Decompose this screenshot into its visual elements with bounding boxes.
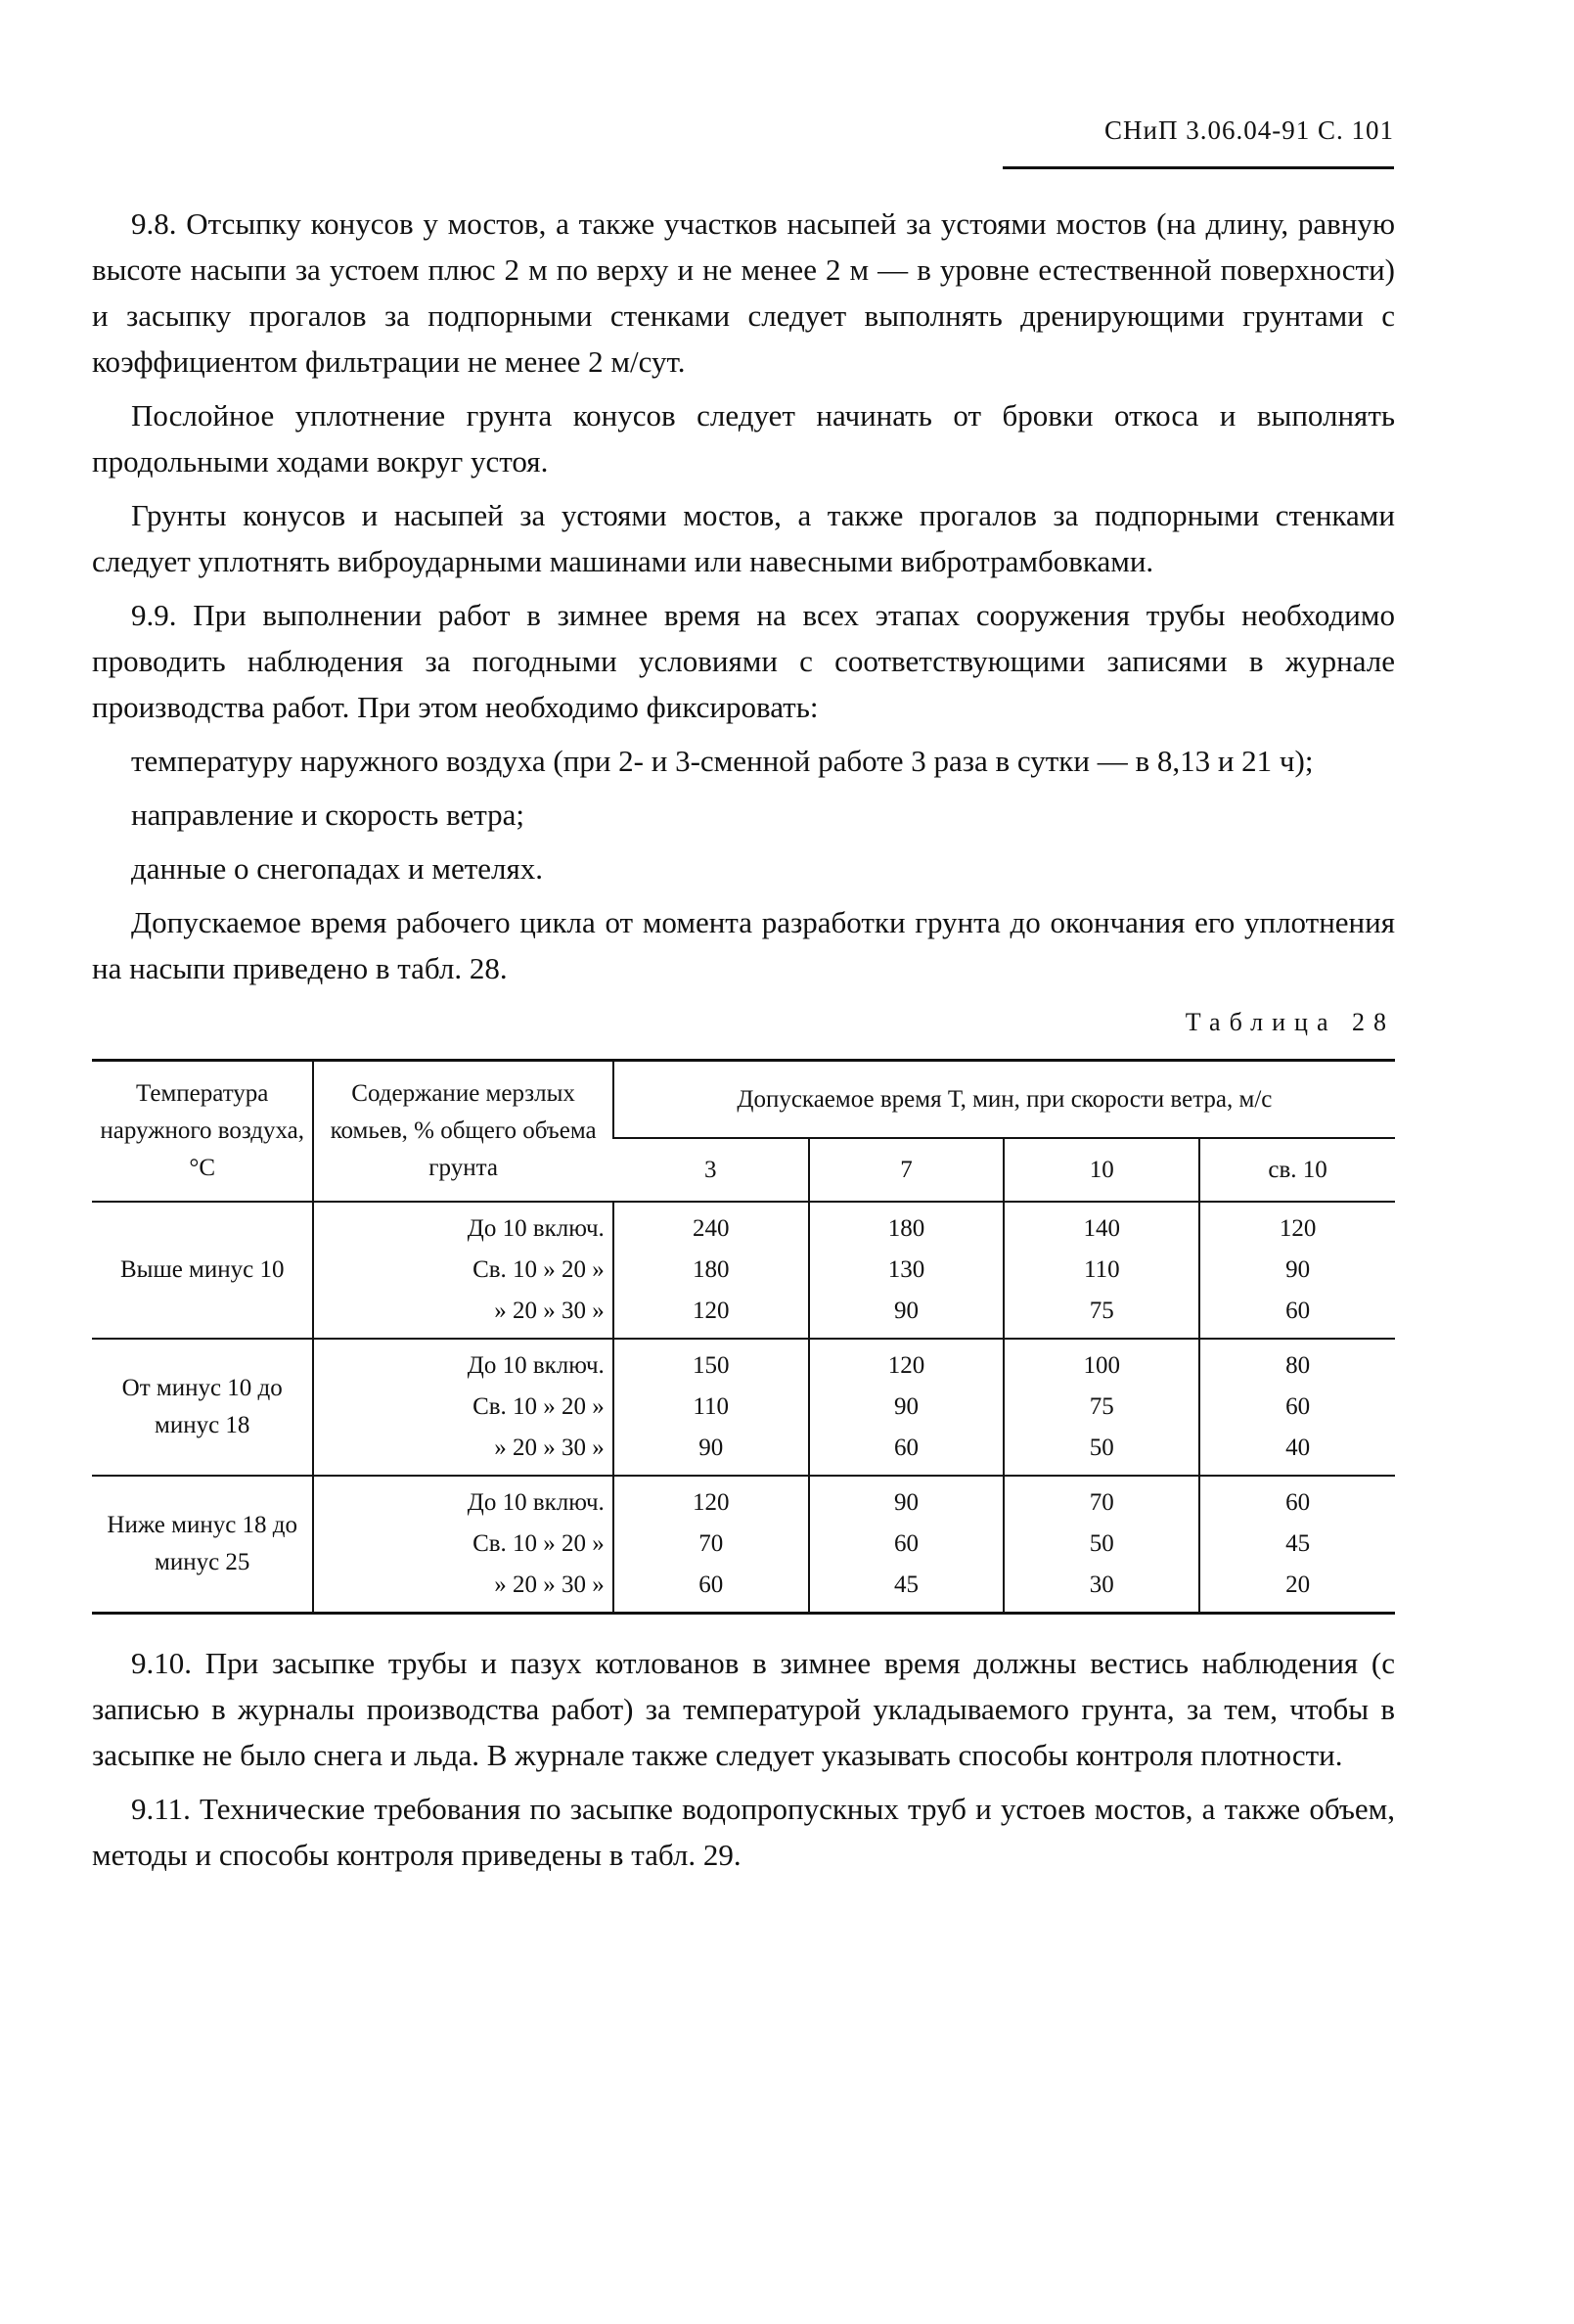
content-value: Св. 10 » 20 » — [472, 1393, 605, 1420]
content-cell — [313, 1339, 612, 1476]
time-value: 60 — [1285, 1489, 1311, 1516]
header-frozen-content: Содержание мерзлых комьев, % общего объема грунта — [313, 1061, 612, 1203]
table-group — [92, 1476, 1395, 1614]
time-value: 150 — [692, 1352, 730, 1379]
time-value: 80 — [1285, 1352, 1311, 1379]
header-allowed-time: Допускаемое время Т, мин, при скорости ветра, м/с — [613, 1061, 1395, 1139]
content-value: Св. 10 » 20 » — [472, 1530, 605, 1557]
time-value: 180 — [887, 1215, 925, 1242]
time-value: 120 — [692, 1298, 730, 1324]
time-value: 120 — [1279, 1215, 1317, 1242]
paragraph: Послойное уплотнение грунта конусов следует начинать от бровки откоса и выполнять продольными ходами вокруг устоя. — [92, 398, 1395, 478]
value-cell — [1004, 1202, 1199, 1339]
paragraph: 9.8. Отсыпку конусов у мостов, а также участков насыпей за устоями мостов (на длину, равную высоте насыпи за устоем плюс 2 м по верху и не менее 2 м — в уровне естественной поверхности) и засыпку прогалов за подпорными стенками следует выполнять дренирующими грунтами с коэффициентом фильтрации не менее 2 м/сут. — [92, 206, 1395, 379]
time-value: 90 — [893, 1298, 919, 1324]
table-28 — [92, 1059, 1395, 1615]
time-value: 50 — [1089, 1530, 1114, 1557]
time-value: 60 — [893, 1435, 919, 1461]
time-value: 30 — [1089, 1572, 1114, 1598]
content-value: До 10 включ. — [467, 1215, 605, 1242]
table-row — [92, 1339, 1395, 1476]
page-header: СНиП 3.06.04-91 С. 101 — [1104, 115, 1394, 145]
value-cell — [809, 1339, 1005, 1476]
paragraph: 9.10. При засыпке трубы и пазух котлованов в зимнее время должны вестись наблюдения (с записью в журналы производства работ) за температурой укладываемого грунта, за тем, чтобы в засыпке не было снега и льда. В журнале также следует указывать способы контроля плотности. — [92, 1646, 1395, 1772]
time-value: 45 — [893, 1572, 919, 1598]
time-value: 75 — [1089, 1298, 1114, 1324]
value-cell — [1199, 1202, 1395, 1339]
value-cell — [809, 1202, 1005, 1339]
time-value: 70 — [1089, 1489, 1114, 1516]
time-value: 60 — [893, 1530, 919, 1557]
value-cell — [1004, 1339, 1199, 1476]
table-row — [92, 1202, 1395, 1339]
value-cell — [613, 1476, 809, 1614]
temperature-cell: Ниже минус 18 до минус 25 — [107, 1512, 298, 1575]
paragraph: направление и скорость ветра; — [131, 797, 525, 832]
header-rule — [1003, 166, 1394, 169]
table-row — [92, 1476, 1395, 1614]
content-value: Св. 10 » 20 » — [472, 1256, 605, 1283]
time-value: 60 — [1285, 1298, 1311, 1324]
paragraph: данные о снегопадах и метелях. — [131, 851, 543, 886]
time-value: 45 — [1285, 1530, 1311, 1557]
after-table-text — [92, 1640, 1395, 1878]
header-temperature: Температура наружного воздуха, °С — [100, 1080, 305, 1181]
time-value: 130 — [887, 1256, 925, 1283]
header-speed-7: 7 — [809, 1138, 1005, 1202]
value-cell — [1199, 1339, 1395, 1476]
temperature-cell: Выше минус 10 — [119, 1256, 285, 1283]
time-value: 180 — [692, 1256, 730, 1283]
table-group — [92, 1202, 1395, 1339]
content-cell — [313, 1202, 612, 1339]
time-value: 110 — [693, 1393, 729, 1420]
content-value: До 10 включ. — [467, 1489, 605, 1516]
time-value: 140 — [1083, 1215, 1121, 1242]
time-value: 70 — [698, 1530, 724, 1557]
content-value: » 20 » 30 » — [494, 1298, 605, 1324]
paragraph: Грунты конусов и насыпей за устоями мостов, а также прогалов за подпорными стенками следует уплотнять виброударными машинами или навесными вибротрамбовками. — [92, 498, 1395, 578]
paragraph: Допускаемое время рабочего цикла от момента разработки грунта до окончания его уплотнения на насыпи приведено в табл. 28. — [92, 905, 1395, 985]
paragraph: 9.9. При выполнении работ в зимнее время на всех этапах сооружения трубы необходимо проводить наблюдения за погодными условиями с соответствующими записями в журнале производства работ. При этом необходимо фиксировать: — [92, 598, 1395, 724]
content-value: » 20 » 30 » — [494, 1572, 605, 1598]
time-value: 110 — [1084, 1256, 1120, 1283]
page-content — [92, 201, 1395, 1886]
time-value: 120 — [692, 1489, 730, 1516]
paragraph: 9.11. Технические требования по засыпке водопропускных труб и устоев мостов, а также объем, методы и способы контроля приведены в табл. 29. — [92, 1792, 1395, 1872]
time-value: 90 — [893, 1393, 919, 1420]
header-speed-over-10: св. 10 — [1199, 1138, 1395, 1202]
time-value: 90 — [893, 1489, 919, 1516]
time-value: 60 — [1285, 1393, 1311, 1420]
value-cell — [613, 1339, 809, 1476]
value-cell — [613, 1202, 809, 1339]
header-speed-3: 3 — [613, 1138, 809, 1202]
value-cell — [809, 1476, 1005, 1614]
header-speed-10: 10 — [1004, 1138, 1199, 1202]
table-group — [92, 1339, 1395, 1476]
table-caption: Таблица 28 — [1185, 1008, 1395, 1036]
temperature-cell: От минус 10 до минус 18 — [121, 1375, 283, 1438]
time-value: 90 — [698, 1435, 724, 1461]
content-value: » 20 » 30 » — [494, 1435, 605, 1461]
content-value: До 10 включ. — [467, 1352, 605, 1379]
time-value: 60 — [698, 1572, 724, 1598]
time-value: 40 — [1285, 1435, 1311, 1461]
time-value: 20 — [1285, 1572, 1311, 1598]
time-value: 50 — [1089, 1435, 1114, 1461]
time-value: 240 — [692, 1215, 730, 1242]
time-value: 90 — [1285, 1256, 1311, 1283]
time-value: 100 — [1083, 1352, 1121, 1379]
content-cell — [313, 1476, 612, 1614]
value-cell — [1004, 1476, 1199, 1614]
time-value: 75 — [1089, 1393, 1114, 1420]
paragraph: температуру наружного воздуха (при 2- и 3-сменной работе 3 раза в сутки — в 8,13 и 21 ч); — [131, 744, 1314, 778]
time-value: 120 — [887, 1352, 925, 1379]
value-cell — [1199, 1476, 1395, 1614]
